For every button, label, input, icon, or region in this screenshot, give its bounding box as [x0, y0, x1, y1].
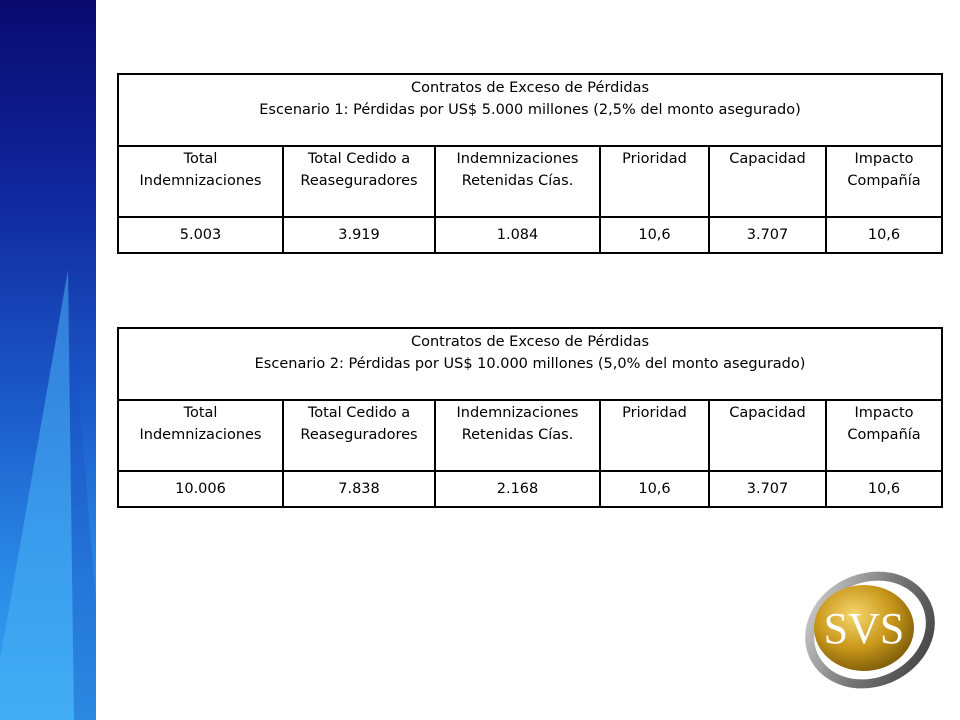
table-row [118, 217, 942, 253]
header-total-indemnizaciones: Total Indemnizaciones [118, 400, 283, 471]
header-indemnizaciones-retenidas: Indemnizaciones Retenidas Cías. [435, 146, 600, 217]
header-total-cedido: Total Cedido a Reaseguradores [283, 146, 435, 217]
cell-total-indemnizaciones: 10.006 [118, 471, 283, 507]
header-row [118, 400, 942, 471]
cell-indemnizaciones-retenidas: 1.084 [435, 217, 600, 253]
table-title-cell [118, 74, 942, 146]
cell-indemnizaciones-retenidas: 2.168 [435, 471, 600, 507]
header-impacto-compania: Impacto Compañía [826, 400, 942, 471]
header-capacidad: Capacidad [709, 146, 826, 217]
table-title: Contratos de Exceso de Pérdidas [411, 334, 650, 350]
cell-total-cedido: 7.838 [283, 471, 435, 507]
cell-total-cedido: 3.919 [283, 217, 435, 253]
header-row [118, 146, 942, 217]
header-total-indemnizaciones: Total Indemnizaciones [118, 146, 283, 217]
header-prioridad: Prioridad [600, 146, 709, 217]
scenario-1-table [117, 73, 943, 254]
table-subtitle: Escenario 2: Pérdidas por US$ 10.000 millones (5,0% del monto asegurado) [254, 356, 806, 372]
logo-text: SVS [823, 604, 905, 653]
header-capacidad: Capacidad [709, 400, 826, 471]
cell-prioridad: 10,6 [600, 217, 709, 253]
cell-total-indemnizaciones: 5.003 [118, 217, 283, 253]
scenario-2-table [117, 327, 943, 508]
svs-logo [800, 570, 935, 695]
header-indemnizaciones-retenidas: Indemnizaciones Retenidas Cías. [435, 400, 600, 471]
cell-impacto-compania: 10,6 [826, 217, 942, 253]
header-prioridad: Prioridad [600, 400, 709, 471]
sidebar-decoration [0, 0, 96, 720]
header-impacto-compania: Impacto Compañía [826, 146, 942, 217]
table-row [118, 471, 942, 507]
cell-prioridad: 10,6 [600, 471, 709, 507]
cell-capacidad: 3.707 [709, 471, 826, 507]
cell-impacto-compania: 10,6 [826, 471, 942, 507]
table-subtitle: Escenario 1: Pérdidas por US$ 5.000 millones (2,5% del monto asegurado) [259, 102, 801, 118]
cell-capacidad: 3.707 [709, 217, 826, 253]
table-title: Contratos de Exceso de Pérdidas [410, 80, 650, 96]
table-title-cell [118, 328, 942, 400]
header-total-cedido: Total Cedido a Reaseguradores [283, 400, 435, 471]
